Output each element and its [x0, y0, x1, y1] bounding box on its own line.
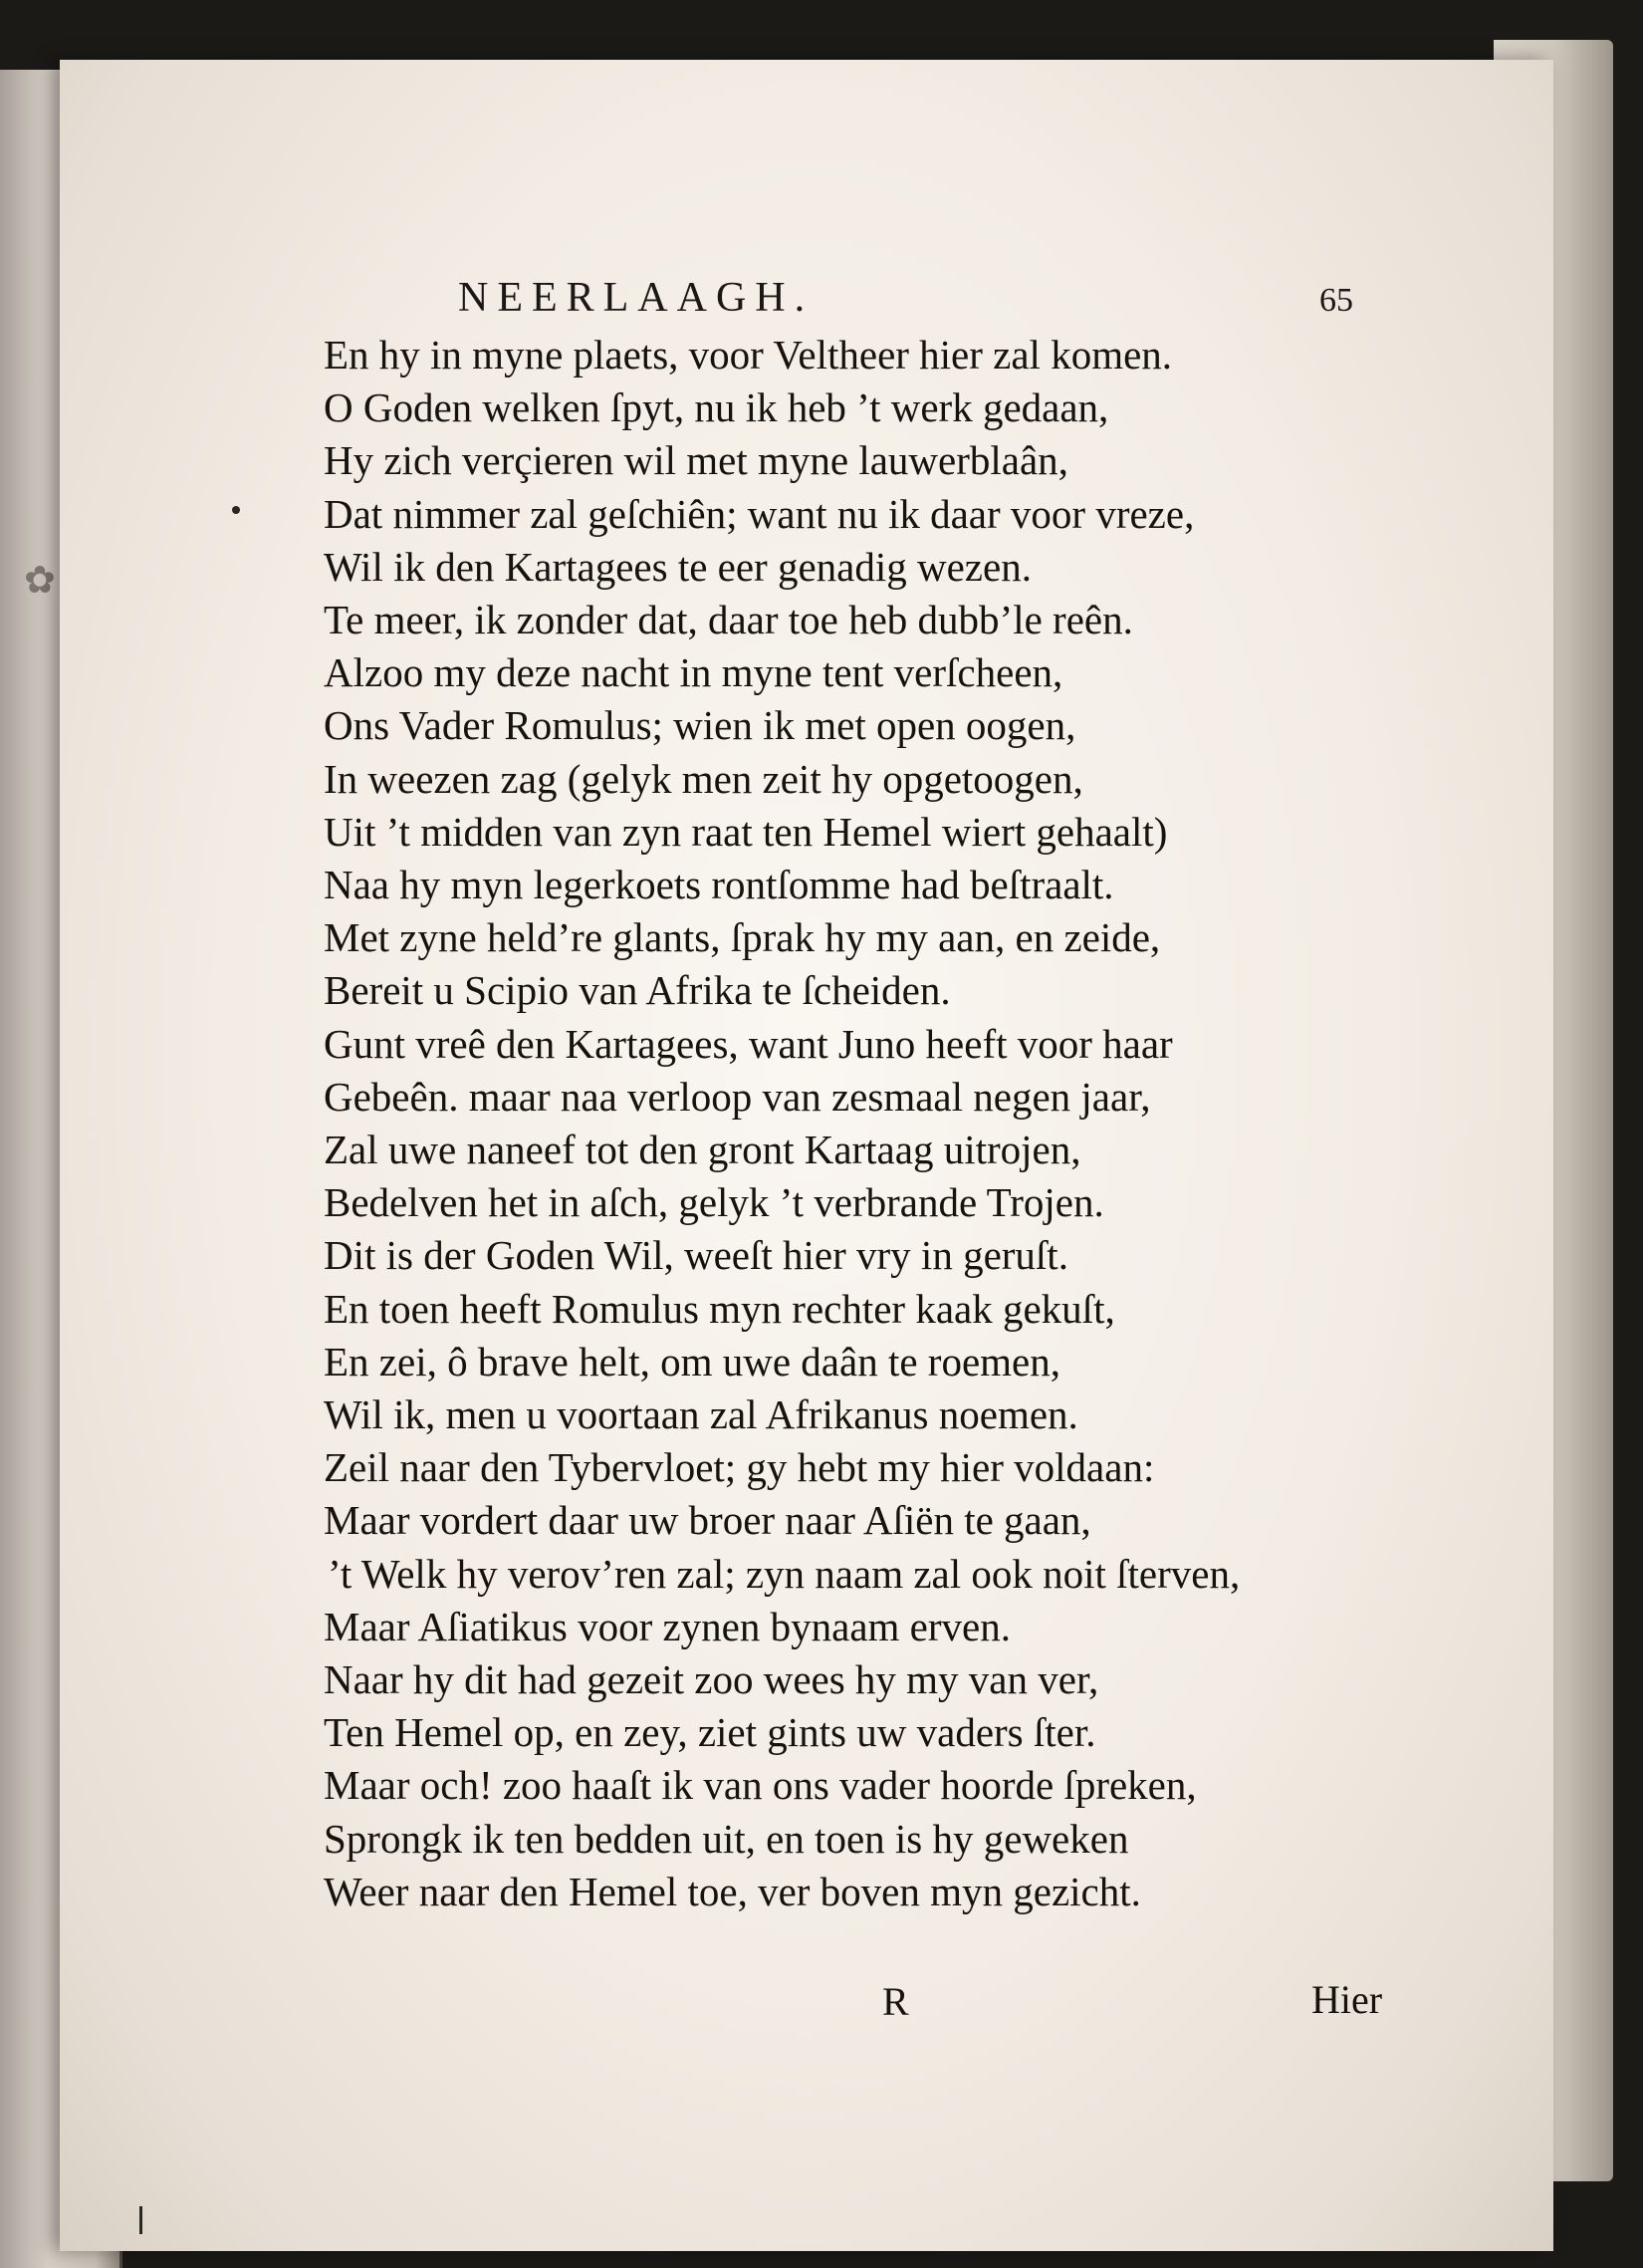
page-number: 65 — [1319, 282, 1353, 319]
verse-line: En hy in myne plaets, voor Veltheer hier zal komen. — [324, 332, 1173, 378]
verse-line: Alzoo my deze nacht in myne tent verſcheen, — [324, 649, 1063, 696]
verse-line: Maar vordert daar uw broer naar Aſiën te gaan, — [324, 1497, 1091, 1544]
verse-line: Weer naar den Hemel toe, ver boven myn gezicht. — [324, 1868, 1141, 1914]
margin-dot-mark — [232, 506, 240, 514]
verse-line: Naa hy myn legerkoets rontſomme had beſtraalt. — [324, 862, 1114, 908]
verse-line: Gebeên. maar naa verloop van zesmaal negen jaar, — [324, 1073, 1151, 1120]
verse-line: En zei, ô brave helt, om uwe daân te roemen, — [324, 1338, 1060, 1385]
verse-line: Bedelven het in aſch, gelyk ’t verbrande Trojen. — [324, 1179, 1104, 1226]
verse-line: Wil ik den Kartagees te eer genadig wezen. — [324, 543, 1032, 590]
verse-line: Maar och! zoo haaſt ik van ons vader hoorde ſpreken, — [324, 1762, 1197, 1809]
verse-line: Dat nimmer zal geſchiên; want nu ik daar voor vreze, — [324, 490, 1195, 537]
verse-line: Zeil naar den Tybervloet; gy hebt my hier voldaan: — [324, 1444, 1155, 1491]
verse-line: In weezen zag (gelyk men zeit hy opgetoogen, — [324, 755, 1083, 802]
catchword: Hier — [1311, 1977, 1383, 2022]
verse-line: Ons Vader Romulus; wien ik met open oogen, — [324, 702, 1076, 749]
verse-line: En toen heeft Romulus myn rechter kaak gekuſt, — [324, 1285, 1115, 1332]
verse-line: Naar hy dit had gezeit zoo wees hy my van ver, — [324, 1656, 1099, 1703]
verse-line: Bereit u Scipio van Afrika te ſcheiden. — [324, 967, 951, 1014]
verse-line: Gunt vreê den Kartagees, want Juno heeft voor haar — [324, 1020, 1173, 1067]
running-head: NEERLAAGH. — [458, 275, 815, 321]
verse-line: Maar Aſiatikus voor zynen bynaam erven. — [324, 1603, 1011, 1649]
flower-ornament-icon: ✿ — [24, 558, 56, 602]
verse-line: Met zyne held’re glants, ſprak hy my aan, en zeide, — [324, 914, 1161, 961]
verse-line: Dit is der Goden Wil, weeſt hier vry in geruſt. — [324, 1232, 1068, 1279]
verse-line: Hy zich verçieren wil met myne lauwerblaân, — [324, 437, 1068, 484]
verse-line: Uit ’t midden van zyn raat ten Hemel wiert gehaalt) — [324, 808, 1168, 855]
verse-line: O Goden welken ſpyt, nu ik heb ’t werk gedaan, — [324, 384, 1109, 431]
verse-line: Te meer, ik zonder dat, daar toe heb dubb’le reên. — [324, 597, 1133, 643]
verse-line: Zal uwe naneef tot den gront Kartaag uitrojen, — [324, 1127, 1081, 1173]
verse-line: Ten Hemel op, en zey, ziet gints uw vaders ſter. — [324, 1709, 1096, 1756]
signature-mark: R — [882, 1979, 909, 2024]
verse-line: ’t Welk hy verov’ren zal; zyn naam zal ook noit ſterven, — [328, 1550, 1241, 1597]
verse-line: Sprongk ik ten bedden uit, en toen is hy geweken — [324, 1815, 1129, 1862]
gutter-mark — [139, 2206, 142, 2234]
verse-line: Wil ik, men u voortaan zal Afrikanus noemen. — [324, 1391, 1078, 1438]
verse-block — [324, 329, 1419, 1918]
